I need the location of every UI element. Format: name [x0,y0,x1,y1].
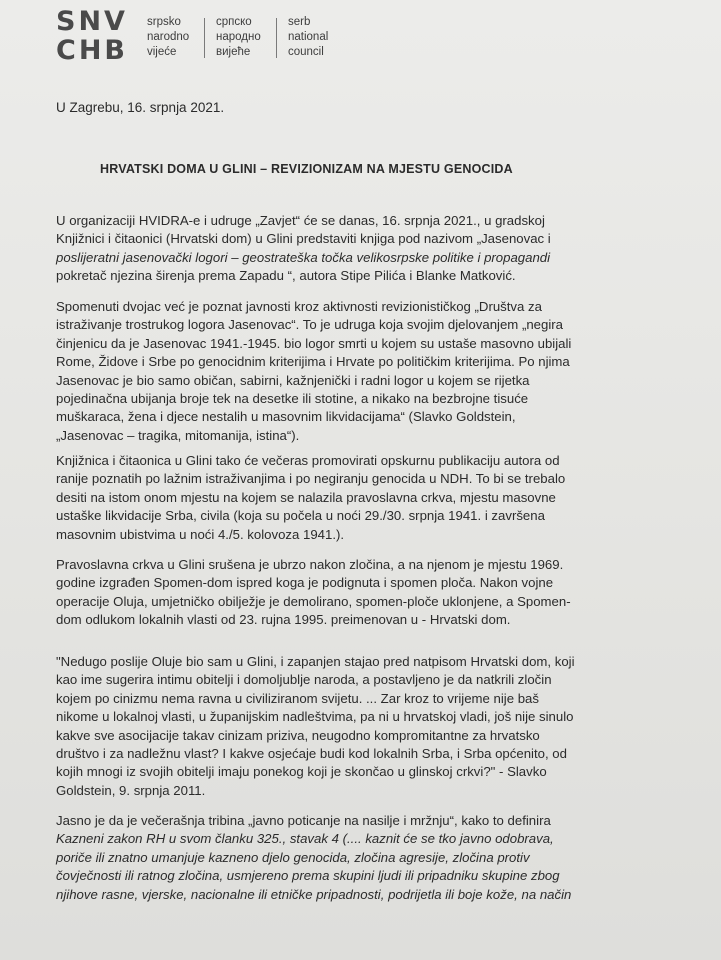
org-name-latin-1: srpsko [147,16,181,28]
logo-line-cyrillic: CHB [56,35,128,66]
org-name-english [288,15,328,60]
text-line: poslijeratni jasenovački logori – geostrateška točka velikosrpske politike i propagandi [56,249,551,265]
logo-line-latin: SNV [56,6,128,37]
text-line: Spomenuti dvojac već je poznat javnosti kroz aktivnosti revizionističkog „Društva za [56,299,542,314]
text-line: ranije poznatih po lažnim istraživanjima i po negiranju genocida u NDH. To bi se trebalo [56,471,566,487]
text-line: ustaške likvidacije Srba, civila (koja su počela u noći 29./30. srpnja 1941. i završena [56,508,545,524]
org-name-english-3: council [288,46,324,58]
org-name-cyrillic [216,15,261,60]
text-line: Goldstein, 9. srpnja 2011. [56,782,206,798]
text-line: "Nedugo poslije Oluje bio sam u Glini, i zapanjen stajao pred natpisom Hrvatski dom, koji [56,654,575,669]
snv-logo [56,8,128,66]
paragraph-5-quote [56,653,662,800]
org-name-latin [147,15,189,60]
text-line: desiti na istom onom mjestu na kojem se nalazila pravoslavna crkva, mjestu masovne [56,489,556,505]
text-line: kao ime sugerira intimu obitelji i domoljublje naroda, a postavljeno je da natkrili zločin [56,672,552,688]
text-line: Knjižnica i čitaonica u Glini tako će večeras promovirati opskurnu publikaciju autora od [56,453,560,468]
text-line: Jasno je da je večerašnja tribina „javno poticanje na nasilje i mržnju“, kako to definira [56,813,551,828]
text-line: istraživanje trostrukog logora Jasenovac“. To je udruga koja svojim djelovanjem „negira [56,317,563,333]
text-line: poriče ili znatno umanjuje kazneno djelo genocida, zločina agresije, zločina protiv [56,849,530,865]
text-line: činjenicu da je Jasenovac 1941.-1945. bio logor smrti u kojem su ustaše masovno ubijali [56,335,572,351]
org-name-english-2: national [288,31,329,43]
document-date: U Zagrebu, 16. srpnja 2021. [56,100,225,115]
text-line: pojedinačna ubijanja broje tek na desetke ili stotine, a nikako na bezbrojne tisuće [56,391,529,407]
text-line: Jasenovac je bio samo običan, sabirni, kažnjenički i radni logor u kojem se rijetka [56,372,530,388]
document-title: HRVATSKI DOMA U GLINI – REVIZIONIZAM NA MJESTU GENOCIDA [100,162,513,176]
text-line: U organizaciji HVIDRA-e i udruge „Zavjet“ će se danas, 16. srpnja 2021., u gradskoj [56,213,545,228]
text-line: Rome, Židove i Srbe po genocidnim kriterijima i Hrvate po političkim kriterijima. Po njima [56,354,570,370]
text-line: Kazneni zakon RH u svom članku 325., stavak 4 (.... kaznit će se tko javno odobrava, [56,831,554,847]
org-name-latin-3: vijeće [147,46,177,58]
text-line: muškaraca, žena i djece nestalih u masovnim likvidacijama“ (Slavko Goldstein, [56,409,516,425]
text-line: Knjižnici i čitaonici (Hrvatski dom) u Glini predstaviti knjiga pod nazivom „Jasenovac i [56,231,551,247]
paragraph-2 [56,298,662,445]
text-line: godine izgrađen Spomen-dom ispred koga je podignuta i spomen ploča. Nakon vojne [56,575,554,591]
text-line: Pravoslavna crkva u Glini srušena je ubrzo nakon zločina, a na njenom je mjestu 1969. [56,557,564,572]
header-divider [204,18,205,58]
text-line: masovnim ubistvima u noći 4./5. kolovoza 1941.). [56,526,345,542]
org-name-latin-2: narodno [147,31,190,43]
text-line: njihove rasne, vjerske, nacionalne ili etničke pripadnosti, podrijetla ili boje kože, na način [56,886,572,902]
org-name-cyrillic-2: народно [216,31,261,43]
text-line: kojem po cinizmu nema ravna u civiliziranom svijetu. ... Zar kroz to vrijeme nije baš [56,690,539,706]
header-divider [276,18,277,58]
text-line: dom odlukom lokalnih vlasti od 23. rujna 1995. preimenovan u - Hrvatski dom. [56,612,511,628]
paragraph-4 [56,556,662,630]
org-name-english-1: serb [288,16,311,28]
text-line: čovječnosti ili ratnog zločina, usmjereno prema skupini ljudi ili pripadniku skupine zbog [56,868,560,884]
text-line: nikome u lokalnoj vlasti, u županijskim nadleštvima, pa ni u hrvatskoj vladi, još nije sinulo [56,709,574,725]
org-name-cyrillic-1: српско [216,16,252,28]
paragraph-6 [56,812,662,904]
text-line: pokretač njezina širenja prema Zapadu “, autora Stipe Pilića i Blanke Matković. [56,268,516,284]
org-name-cyrillic-3: вијеће [216,46,251,58]
text-line: operacije Oluja, umjetničko obilježje je demolirano, spomen-ploče uklonjene, a Spomen- [56,593,571,609]
text-line: kakve sve asocijacije takav cinizam priziva, neugodno kompromitantne za hrvatsko [56,727,540,743]
text-line: „Jasenovac – tragika, mitomanija, istina“). [56,427,300,443]
text-line: kojih mnogi iz svojih obitelji imaju ponekog koji je skončao u glinskoj crkvi?" - Slavko [56,764,547,780]
text-line: društvo i za nadležnu vlast? I kakve osjećaje budi kod lokalnih Srba, i Srba općenito, od [56,746,567,762]
paragraph-3 [56,452,662,544]
paragraph-1 [56,212,662,286]
